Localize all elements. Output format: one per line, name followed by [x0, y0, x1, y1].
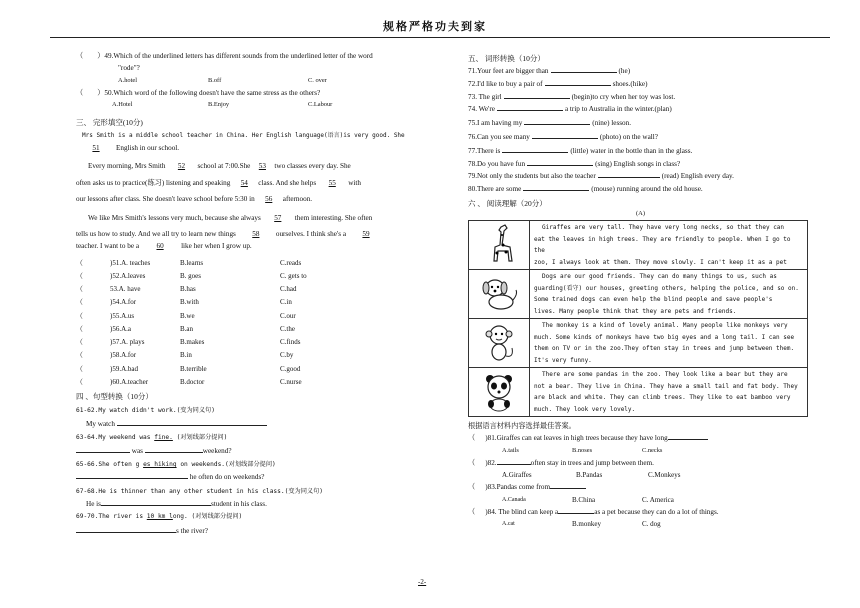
reading-passage: [469, 368, 807, 416]
answer-blank[interactable]: [502, 152, 568, 153]
cloze-option-56-b: B.an: [180, 324, 194, 333]
s61-line: 61-62.My watch didn't work.(变为同义句): [76, 407, 215, 415]
q84-line: （ )84. The blind can keep a as a pet because they can do a lot of things.: [468, 507, 719, 516]
q81-option-a: A.tails: [502, 446, 519, 454]
s65-fill: he often do on weekends?: [189, 473, 265, 482]
s65-task: on weekends.(对划线部分提问): [176, 460, 276, 468]
item-text: 76.Can you see many: [468, 132, 530, 141]
answer-blank[interactable]: [76, 532, 176, 533]
s63-fill: was: [131, 446, 143, 455]
item-hint: (little) water in the bottle than in the glass.: [570, 146, 693, 155]
item-hint: (nine) lesson.: [592, 118, 632, 127]
cloze-text: class. And she helps: [258, 178, 317, 187]
q83-line: （ )83.Pandas come from: [468, 481, 813, 493]
item-hint: (sing) English songs in class?: [595, 159, 681, 168]
blank-57: 57: [274, 213, 282, 222]
s69-line: [76, 511, 460, 523]
paren-close: ）: [97, 52, 105, 60]
reading-passage: [469, 319, 807, 368]
item-hint: shoes.(hike): [612, 80, 648, 88]
passage-line: much. They look very lovely.: [534, 405, 636, 413]
cloze-text: with: [348, 178, 361, 187]
answer-blank[interactable]: [145, 452, 203, 453]
passage-line: lives. Many people think that they are pets and friends.: [534, 307, 737, 315]
s69-text: 69-70.The river is: [76, 512, 147, 520]
cloze-text: ourselves. I think she's a: [275, 230, 347, 239]
answer-blank[interactable]: [497, 464, 531, 465]
q49-text: 49.Which of the underlined letters has different sounds from the underlined letter of the word: [104, 52, 373, 60]
section-3-heading: 三、 完形填空(10分): [76, 118, 143, 128]
cloze-option-51-n: )51.A. teaches: [110, 258, 151, 267]
item-text: 80.There are some: [468, 184, 522, 193]
s69-fill: s the river?: [176, 526, 208, 535]
s63-underlined: fine.: [154, 434, 173, 442]
answer-blank[interactable]: [598, 177, 660, 178]
cloze-text: them interesting. She often: [294, 213, 373, 222]
q83-option-c: C. America: [642, 495, 674, 504]
cloze-option-58-c: C.by: [280, 351, 294, 360]
panda-icon: [469, 368, 530, 416]
answer-blank[interactable]: [101, 505, 211, 506]
answer-paren[interactable]: （: [76, 338, 83, 347]
dog-icon: [469, 270, 530, 318]
answer-blank[interactable]: [504, 98, 570, 99]
q82-text: often stay in trees and jump between them.: [530, 458, 654, 467]
answer-paren[interactable]: （: [76, 298, 83, 307]
cloze-p3c: [76, 240, 460, 252]
blank-60: 60: [156, 242, 164, 251]
paren-close: ）: [97, 88, 105, 97]
answer-blank[interactable]: [532, 138, 598, 139]
passage-line: not a bear. They live in China. They have a small tail and fat body. They: [534, 382, 798, 390]
answer-blank[interactable]: [76, 478, 188, 479]
answer-paren[interactable]: （: [76, 324, 83, 333]
passage-text: [530, 221, 807, 269]
item-hint: (begin)to cry when her toy was lost.: [571, 92, 676, 101]
passage-line: zoo, I always look at them. They move slowly. I can't keep it as a pet: [534, 258, 787, 266]
header-title: 规格严格功夫到家: [383, 21, 487, 33]
reading-table: [468, 220, 808, 417]
word-form-item: [468, 65, 813, 78]
cloze-option-56-c: C.the: [280, 324, 295, 333]
q50-text: 50.Which word of the following doesn't have the same stress as the others?: [104, 88, 321, 97]
item-hint: (he): [618, 67, 631, 76]
word-form-list: [468, 65, 813, 195]
cloze-option-53-c: C.had: [280, 285, 297, 294]
cloze-option-53-n: 53.A. have: [110, 285, 141, 294]
passage-label: (A): [635, 209, 646, 217]
q83-options: [468, 494, 813, 506]
cloze-options-table: [76, 257, 460, 389]
q82-option-a: A.Giraffes: [502, 471, 532, 480]
s67-fill: student in his class.: [210, 500, 267, 509]
cloze-option-60-n: )60.A.teacher: [110, 377, 149, 386]
cloze-text: teacher. I want to be a: [76, 242, 140, 251]
item-text: 78.Do you have fun: [468, 159, 526, 168]
s63-task: (对划线部分提问): [172, 434, 228, 442]
cloze-text: We like Mrs Smith's lessons very much, because she always: [88, 213, 261, 222]
word-form-item: [468, 183, 813, 196]
passage-line: Giraffes are very tall. They have very long necks, so that they can: [542, 223, 785, 231]
answer-paren[interactable]: （: [76, 311, 83, 320]
cloze-p3b: [76, 228, 460, 240]
answer-blank[interactable]: [545, 85, 611, 86]
page-header: [0, 0, 860, 40]
answer-paren[interactable]: （: [76, 258, 83, 267]
q82-options: [468, 469, 813, 481]
q49-option-c: C. over: [308, 76, 327, 84]
section-5-heading: 五、 词形转换（10分）: [468, 54, 545, 63]
cloze-p1a: Mrs Smith is a middle school teacher in China. Her English language(语言)is very good. She: [82, 131, 405, 139]
cloze-p1b: [76, 142, 460, 154]
left-column: [76, 50, 460, 537]
s63-fill: weekend?: [202, 446, 232, 455]
blank-53: 53: [258, 162, 266, 171]
answer-blank[interactable]: [76, 452, 130, 453]
s67-answer: [76, 498, 460, 510]
cloze-option-57-c: C.finds: [280, 338, 301, 347]
blank-52: 52: [177, 162, 186, 171]
cloze-p3a: [76, 212, 460, 224]
blank-58: 58: [252, 230, 260, 239]
answer-paren[interactable]: （: [76, 364, 83, 373]
q50-line: [76, 87, 460, 99]
paren-open: （: [76, 52, 84, 60]
cloze-text: our lessons after class. She doesn't leave school before 5:30 in: [76, 195, 255, 204]
cloze-text: English in our school.: [116, 144, 180, 153]
answer-blank[interactable]: [558, 513, 594, 514]
cloze-text: afternoon.: [282, 195, 313, 204]
cloze-option-54-n: )54.A.for: [110, 298, 137, 307]
q50-options: [76, 99, 460, 111]
item-hint: (read) English every day.: [661, 172, 734, 181]
q50-option-c: C.Labour: [308, 101, 333, 109]
cloze-text: like her when I grow up.: [181, 242, 252, 251]
passage-line: guarding(看守) our houses, greeting others, helping the police, and so on.: [534, 284, 799, 292]
word-form-item: [468, 158, 813, 171]
blank-59: 59: [362, 230, 370, 239]
blank-56: 56: [265, 195, 273, 204]
word-form-item: [468, 130, 813, 144]
passage-line: eat the leaves in high trees. They are friendly to people. When I go to the: [534, 235, 791, 255]
passage-line: [534, 268, 803, 269]
s63-answer: [76, 445, 460, 457]
q49-word: "rode"?: [118, 64, 140, 73]
s61-label: My watch: [86, 419, 115, 428]
q83-option-b: B.China: [572, 495, 596, 504]
cloze-option-52-n: )52.A.leaves: [110, 272, 146, 281]
item-text: 72.I'd like to buy a pair of: [468, 80, 543, 88]
cloze-option-60-c: C.nurse: [280, 377, 302, 386]
q81-line: （ )81.Giraffes can eat leaves in high trees because they have long: [468, 432, 813, 444]
item-text: 75.I am having my: [468, 118, 523, 127]
q83-option-a: A.Canada: [502, 496, 526, 503]
s69-underlined: 10 km l: [146, 512, 173, 520]
s65-text: 65-66.She often g: [76, 460, 144, 468]
q81-option-c: C.necks: [642, 446, 663, 454]
cloze-text: often asks us to practice(练习) listening and speaking: [76, 178, 231, 187]
item-text: 74. We're: [468, 105, 495, 114]
answer-blank[interactable]: [551, 72, 617, 73]
item-hint: (photo) on the wall?: [599, 132, 658, 141]
cloze-text: two classes every day. She: [274, 162, 351, 171]
cloze-text: tells us how to study. And we all try to learn new things: [76, 230, 236, 239]
passage-line: are black and white. They can climb trees. They like to eat bamboo very: [534, 394, 791, 402]
q82-option-c: C.Monkeys: [648, 471, 681, 480]
reading-instruction: 根据语言材料内容选择最佳答案。: [468, 421, 576, 430]
cloze-option-55-c: C.our: [280, 311, 296, 320]
cloze-option-51-c: C.reads: [280, 258, 302, 267]
cloze-text: school at 7:00.She: [197, 162, 251, 171]
cloze-option-51-b: B.learns: [180, 258, 204, 267]
s63-text: 63-64.My weekend was: [76, 434, 155, 442]
cloze-option-59-n: )59.A.bad: [110, 364, 138, 373]
cloze-option-58-n: )58.A.for: [110, 351, 137, 360]
right-column: [468, 50, 813, 530]
s69-task: ong. (对划线部分提问): [172, 512, 243, 520]
answer-paren[interactable]: （: [76, 285, 83, 294]
cloze-option-55-n: )55.A.us: [110, 311, 135, 320]
q50-option-b: B.Enjoy: [208, 101, 230, 109]
passage-line: There are some pandas in the zoo. They look like a bear but they are: [542, 370, 788, 378]
passage-line: It's very funny.: [534, 356, 592, 364]
q84-option-a: A.cat: [502, 521, 515, 527]
q84-text: )84. The blind can keep a: [485, 507, 559, 516]
item-hint: a trip to Australia in the winter.(plan): [564, 105, 672, 114]
item-text: 73. The girl: [468, 92, 502, 101]
cloze-p2a: [76, 160, 460, 172]
blank-54: 54: [240, 178, 248, 187]
cloze-option-59-b: B.terrible: [180, 364, 207, 373]
cloze-option-59-c: C.good: [280, 364, 301, 373]
item-text: 79.Not only the students but also the teacher: [468, 172, 596, 181]
paren-open: （: [76, 88, 84, 97]
q49-options: [76, 75, 460, 87]
section-4-heading: 四 、句型转换（10分）: [76, 391, 153, 401]
cloze-p2b: [76, 177, 460, 189]
answer-paren[interactable]: （: [76, 377, 83, 386]
cloze-option-53-b: B.has: [180, 285, 196, 294]
answer-blank[interactable]: [527, 165, 593, 166]
cloze-option-52-b: B. goes: [180, 272, 201, 281]
s65-line: [76, 459, 460, 471]
answer-blank[interactable]: [550, 488, 586, 489]
q84-option-c: C. dog: [642, 520, 661, 528]
blank-51: 51: [92, 144, 100, 153]
passage-text: [530, 270, 807, 318]
s61-answer: [76, 418, 460, 430]
s63-line: [76, 432, 460, 444]
q81-options: [468, 445, 813, 457]
q84-option-b: B.monkey: [572, 520, 601, 528]
item-text: 77.There is: [468, 146, 501, 155]
word-form-item: [468, 116, 813, 130]
cloze-text: Every morning, Mrs Smith: [88, 162, 166, 171]
answer-paren[interactable]: （: [76, 351, 83, 360]
passage-text: [530, 319, 807, 367]
q84-options: [468, 518, 813, 530]
cloze-option-60-b: B.doctor: [180, 377, 205, 386]
passage-text: [530, 368, 807, 416]
word-form-item: [468, 78, 813, 91]
giraffe-icon: [469, 221, 530, 269]
q50-option-a: A.Hotel: [112, 101, 133, 109]
cloze-option-57-n: )57.A. plays: [110, 338, 145, 347]
reading-passage: [469, 270, 807, 319]
s67-label: He is: [86, 500, 101, 509]
word-form-item: [468, 91, 813, 104]
q81-text: )81.Giraffes can eat leaves in high trees because they have long: [485, 434, 668, 443]
q84-text: as a pet because they can do a lot of things.: [594, 507, 719, 516]
item-text: 71.Your feet are bigger than: [468, 67, 549, 76]
word-form-item: [468, 103, 813, 116]
passage-line: Dogs are our good friends. They can do many things to us, such as: [542, 272, 777, 280]
q82-option-b: B.Pandas: [576, 471, 603, 480]
item-hint: (mouse) running around the old house.: [591, 184, 703, 193]
cloze-option-57-b: B.makes: [180, 338, 205, 347]
passage-line: Some trained dogs can even help the blind people and save people's: [534, 296, 773, 304]
s65-answer: [76, 471, 460, 483]
reading-passage: [469, 221, 807, 270]
cloze-option-54-c: C.in: [280, 298, 292, 307]
cloze-option-55-b: B.we: [180, 311, 195, 320]
word-form-item: [468, 170, 813, 183]
s67-line: 67-68.He is thinner than any other student in his class.(变为同义句): [76, 487, 323, 495]
cloze-option-58-b: B.in: [180, 351, 192, 360]
blank-55: 55: [328, 178, 336, 187]
answer-blank[interactable]: [117, 425, 267, 426]
q49-option-b: B.off: [208, 76, 222, 84]
word-form-item: [468, 144, 813, 158]
q82-text: )82.: [485, 458, 497, 467]
passage-line: The monkey is a kind of lovely animal. Many people like monkeys very: [542, 321, 788, 329]
cloze-option-52-c: C. gets to: [280, 272, 307, 281]
answer-paren[interactable]: （: [76, 272, 83, 281]
s65-underlined: es hiking: [143, 460, 177, 468]
cloze-option-56-n: )56.A.a: [110, 324, 131, 333]
answer-blank[interactable]: [497, 110, 563, 111]
s69-answer: [76, 525, 460, 537]
q82-line: （ )82. often stay in trees and jump between them.: [468, 458, 654, 467]
page-number: -2-: [418, 578, 427, 586]
section-6-heading: 六 、 阅读理解（20分）: [468, 198, 547, 208]
passage-line: much. Some kinds of monkeys have two big eyes and a long tail. I can see: [534, 333, 795, 341]
header-rule: [50, 37, 830, 38]
q49-line: [76, 50, 460, 62]
cloze-p2c: [76, 193, 460, 205]
answer-blank[interactable]: [524, 124, 590, 125]
q81-option-b: B.noses: [572, 446, 593, 454]
passage-line: them on TV or in the zoo.They often stay in trees and jump between them.: [534, 345, 795, 353]
cloze-option-54-b: B.with: [180, 298, 199, 307]
monkey-icon: [469, 319, 530, 367]
q49-option-a: A.hotel: [118, 76, 137, 84]
answer-blank[interactable]: [523, 190, 589, 191]
answer-blank[interactable]: [668, 439, 708, 440]
q83-text: )83.Pandas come from: [485, 483, 551, 492]
